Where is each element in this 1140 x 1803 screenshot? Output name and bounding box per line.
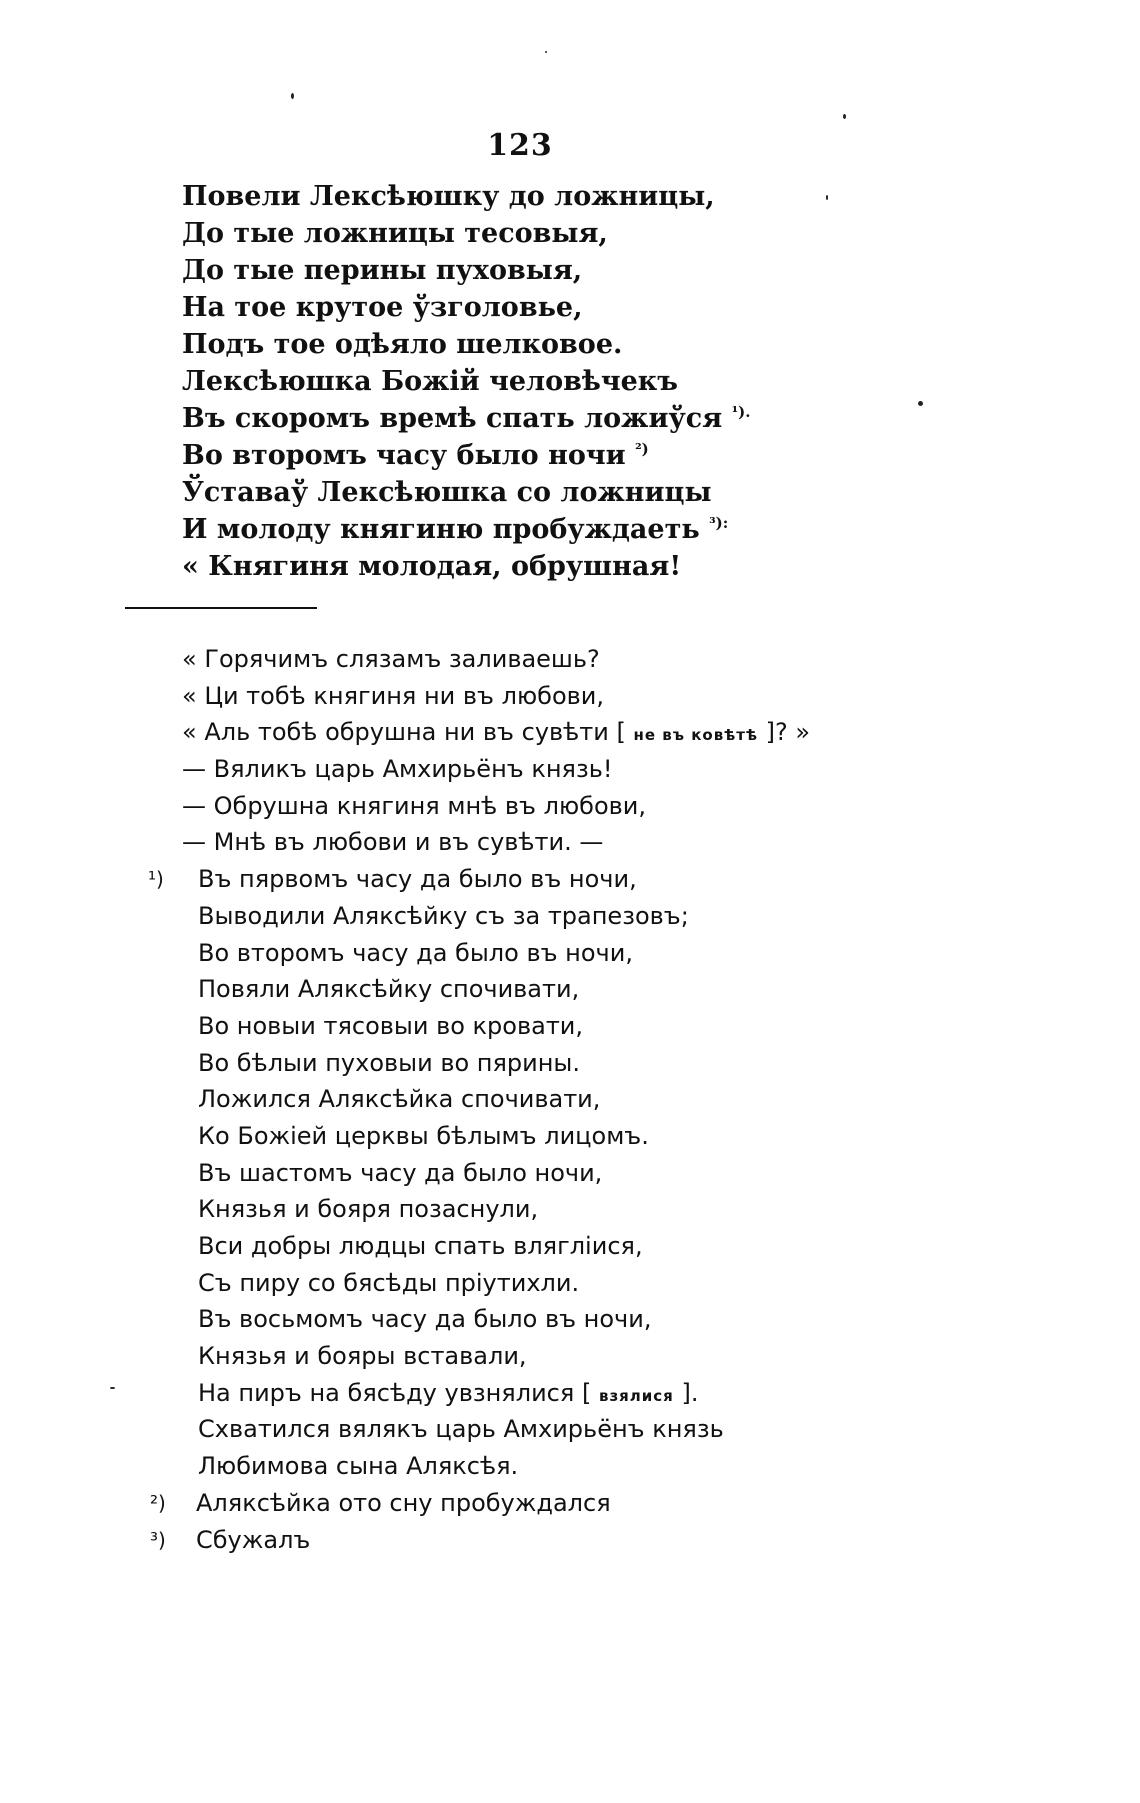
footnote-text-body: На пиръ на бясѣду увзнялися [ xyxy=(198,1378,592,1407)
footnote-text-body: « Аль тобѣ обрушна ни въ сувѣти [ xyxy=(182,718,626,747)
footnote-text xyxy=(198,1338,527,1378)
verse-text-body: До тые перины пуховыя, xyxy=(182,255,583,286)
footnote-text-body: Во бѣлыи пуховыи во пярины. xyxy=(198,1048,581,1077)
footnote-text-body: Ложился Аляксѣйка спочивати, xyxy=(198,1085,601,1114)
footnote-text xyxy=(198,971,579,1011)
footnote-text xyxy=(196,1522,310,1562)
footnote-text xyxy=(182,824,603,864)
verse-text xyxy=(182,548,681,585)
verse-text-body: На тое крутое ўзголовье, xyxy=(182,292,583,323)
footnote-text-body: Ко Божіей церквы бѣлымъ лицомъ. xyxy=(198,1121,649,1150)
footnote-text-body: Повяли Аляксѣйку спочивати, xyxy=(198,975,580,1004)
footnote-text-body: — Мнѣ въ любови и въ сувѣти. — xyxy=(182,828,604,857)
verse-text-body: « Княгиня молодая, обрушная! xyxy=(182,551,682,582)
verse-text-body: И молоду княгиню пробуждаеть xyxy=(182,514,700,545)
footnote-marker: ¹) xyxy=(148,867,164,892)
footnote-text-body: Въ восьмомъ часу да было въ ночи, xyxy=(198,1305,652,1334)
verse-text xyxy=(182,474,712,511)
footnote-text-end: ]. xyxy=(681,1378,699,1407)
footnote-text xyxy=(182,788,646,828)
verse-text xyxy=(182,437,649,474)
print-speck xyxy=(918,401,923,406)
print-speck xyxy=(110,1387,115,1389)
variant-reading: не въ ковѣтѣ xyxy=(633,726,758,745)
footnote-text xyxy=(198,1301,651,1341)
footnote-text xyxy=(196,1485,611,1525)
footnote-text xyxy=(198,1045,580,1085)
verse-text-body: Лексѣюшка Божій человѣчекъ xyxy=(182,366,678,397)
footnote-text xyxy=(198,1228,643,1268)
footnote-text-body: Въ пярвомъ часу да было въ ночи, xyxy=(198,865,637,894)
footnote-text xyxy=(198,1191,538,1231)
print-speck xyxy=(843,114,846,119)
footnote-text-body: « Ци тобѣ княгиня ни въ любови, xyxy=(182,681,605,710)
verse-text xyxy=(182,400,750,437)
footnote-text xyxy=(198,1448,518,1488)
verse-text-body: Во второмъ часу было ночи xyxy=(182,440,626,471)
footnote-text-body: Схватился вялякъ царь Амхирьёнъ князь xyxy=(198,1415,724,1444)
footnote-text xyxy=(198,1118,649,1158)
footnote-text xyxy=(198,1375,698,1415)
footnote-text xyxy=(198,1081,600,1121)
footnote-text-body: Вси добры людцы спать влягліися, xyxy=(198,1232,643,1260)
footnote-text-body: Выводили Аляксѣйку съ за трапезовъ; xyxy=(198,901,689,930)
footnote-text xyxy=(182,751,613,791)
footnote-text-body: — Обрушна княгиня мнѣ въ любови, xyxy=(182,791,647,820)
footnote-reference: ²) xyxy=(635,440,649,458)
footnote-text xyxy=(198,1008,583,1048)
verse-text-body: До тые ложницы тесовыя, xyxy=(182,218,608,249)
footnote-marker: ²) xyxy=(150,1490,166,1515)
footnote-text-body: « Горячимъ слязамъ заливаешь? xyxy=(182,645,600,673)
footnote-text xyxy=(182,678,604,718)
verse-text xyxy=(182,326,622,363)
footnote-text-end: ]? » xyxy=(765,718,811,747)
footnote-text-body: Князья и бояры вставали, xyxy=(198,1342,527,1371)
verse-text xyxy=(182,363,678,400)
footnote-text xyxy=(198,861,637,901)
verse-text xyxy=(182,215,608,252)
footnote-text-body: Князья и бояря позаснули, xyxy=(198,1195,539,1224)
footnote-text-body: Любимова сына Аляксѣя. xyxy=(198,1452,519,1481)
verse-text-body: Ўставаў Лексѣюшка со ложницы xyxy=(182,477,712,508)
variant-reading: взялися xyxy=(598,1386,674,1405)
verse-text xyxy=(182,511,728,548)
verse-text-body: Подъ тое одѣяло шелковое. xyxy=(182,329,623,360)
verse-text xyxy=(182,289,582,326)
footnote-text xyxy=(182,641,600,681)
footnote-separator xyxy=(125,607,317,609)
footnote-text-body: Съ пиру со бясѣды пріутихли. xyxy=(198,1268,580,1297)
print-speck xyxy=(291,93,294,99)
footnote-reference: ³): xyxy=(709,514,729,532)
footnote-text-body: — Вяликъ царь Амхирьёнъ князь! xyxy=(182,755,613,784)
footnote-text-body: Въ шастомъ часу да было ночи, xyxy=(198,1158,603,1187)
footnote-text xyxy=(198,1155,602,1195)
print-speck xyxy=(545,51,547,53)
footnote-text xyxy=(198,1265,579,1305)
footnote-marker: ³) xyxy=(150,1527,166,1552)
footnote-text-body: Во новыи тясовыи во кровати, xyxy=(198,1011,584,1040)
verse-text-body: Повели Лексѣюшку до ложницы, xyxy=(182,181,715,212)
page-number: 123 xyxy=(487,128,553,163)
footnote-text xyxy=(198,1411,724,1451)
verse-text xyxy=(182,178,715,215)
verse-text xyxy=(182,252,582,289)
print-speck xyxy=(826,195,828,200)
footnote-text-body: Сбужалъ xyxy=(196,1525,311,1554)
footnote-text-body: Во второмъ часу да было въ ночи, xyxy=(198,938,633,967)
verse-text-body: Въ скоромъ времѣ спать ложиўся xyxy=(182,403,723,434)
footnote-reference: ¹). xyxy=(731,403,751,421)
footnote-text-body: Аляксѣйка ото сну пробуждался xyxy=(196,1488,611,1517)
footnote-text xyxy=(198,935,633,975)
footnote-text xyxy=(182,714,810,754)
footnote-text xyxy=(198,898,689,938)
